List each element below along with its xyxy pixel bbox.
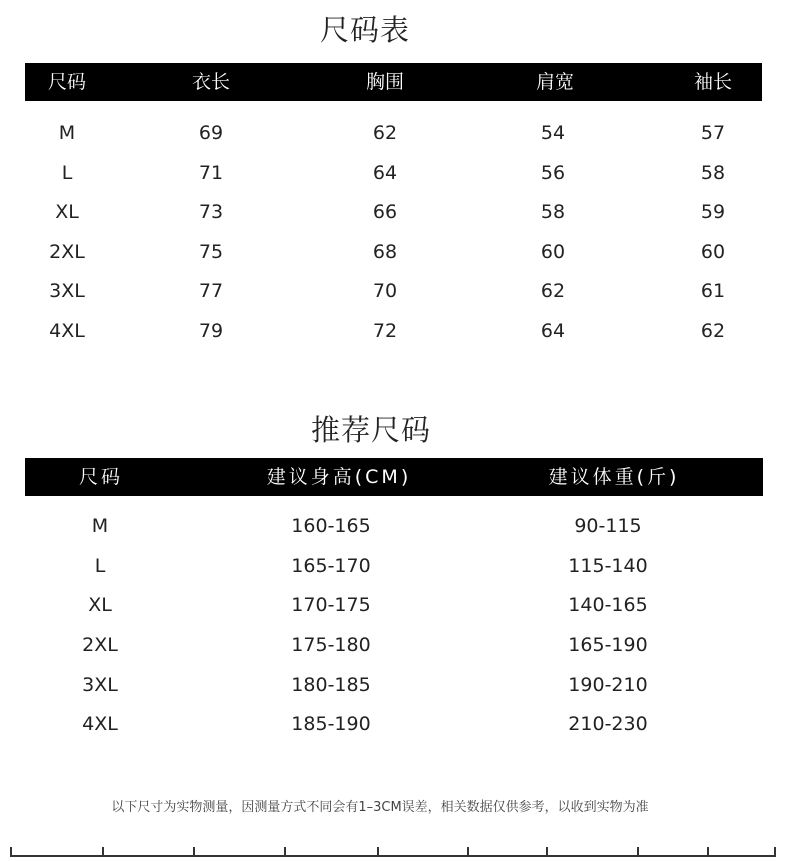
header-sleeve: 袖长 xyxy=(693,71,733,93)
table-cell: 60 xyxy=(700,241,726,263)
ruler-tick xyxy=(284,847,286,857)
table-cell: M xyxy=(91,515,109,537)
table-row xyxy=(0,316,790,346)
table-cell: 69 xyxy=(198,122,224,144)
table-cell: L xyxy=(61,162,73,184)
ruler-tick xyxy=(774,847,776,857)
header-shoulder: 肩宽 xyxy=(535,71,575,93)
ruler-tick xyxy=(546,847,548,857)
table-row xyxy=(0,237,790,267)
table-cell: 54 xyxy=(540,122,566,144)
measurement-note: 以下尺寸为实物测量，因测量方式不同会有1–3CM误差，相关数据仅供参考，以收到实物为准 xyxy=(111,800,649,815)
table-row xyxy=(0,197,790,227)
table-cell: XL xyxy=(55,201,79,223)
header-size: 尺码 xyxy=(47,71,87,93)
ruler-tick xyxy=(377,847,379,857)
table-cell: 61 xyxy=(700,280,726,302)
table-row xyxy=(0,670,790,700)
table-cell: 64 xyxy=(372,162,398,184)
table-cell: 68 xyxy=(372,241,398,263)
table-cell: 3XL xyxy=(82,674,118,696)
size-chart-header xyxy=(25,63,762,101)
table-row xyxy=(0,118,790,148)
table-cell: 79 xyxy=(198,320,224,342)
ruler-tick xyxy=(707,847,709,857)
table-cell: 62 xyxy=(372,122,398,144)
table-row xyxy=(0,158,790,188)
header-size: 尺码 xyxy=(78,466,124,488)
table-cell: 64 xyxy=(540,320,566,342)
table-cell: 58 xyxy=(540,201,566,223)
ruler-line xyxy=(10,855,776,857)
ruler-tick xyxy=(10,847,12,857)
table-cell: 62 xyxy=(700,320,726,342)
table-cell: 70 xyxy=(372,280,398,302)
table-cell: 72 xyxy=(372,320,398,342)
ruler-tick xyxy=(637,847,639,857)
table-cell: 175-180 xyxy=(291,634,371,656)
table-cell: 2XL xyxy=(49,241,85,263)
table-cell: 185-190 xyxy=(291,713,371,735)
table-cell: M xyxy=(58,122,76,144)
header-chest: 胸围 xyxy=(365,71,405,93)
ruler-tick xyxy=(467,847,469,857)
table-cell: 140-165 xyxy=(568,594,648,616)
table-cell: 160-165 xyxy=(291,515,371,537)
table-cell: XL xyxy=(88,594,112,616)
table-cell: 71 xyxy=(198,162,224,184)
table-row xyxy=(0,511,790,541)
table-cell: L xyxy=(94,555,106,577)
table-cell: 165-170 xyxy=(291,555,371,577)
table-cell: 190-210 xyxy=(568,674,648,696)
table-cell: 170-175 xyxy=(291,594,371,616)
table-cell: 77 xyxy=(198,280,224,302)
table-row xyxy=(0,709,790,739)
table-row xyxy=(0,551,790,581)
table-cell: 3XL xyxy=(49,280,85,302)
table-row xyxy=(0,590,790,620)
table-cell: 4XL xyxy=(82,713,118,735)
recommend-header xyxy=(25,458,763,496)
table-cell: 115-140 xyxy=(568,555,648,577)
size-chart-title: 尺码表 xyxy=(319,13,410,47)
table-cell: 60 xyxy=(540,241,566,263)
table-cell: 58 xyxy=(700,162,726,184)
table-cell: 59 xyxy=(700,201,726,223)
table-cell: 180-185 xyxy=(291,674,371,696)
table-cell: 2XL xyxy=(82,634,118,656)
table-cell: 210-230 xyxy=(568,713,648,735)
table-cell: 90-115 xyxy=(574,515,642,537)
header-height: 建议身高(CM) xyxy=(266,466,412,488)
table-cell: 165-190 xyxy=(568,634,648,656)
ruler-tick xyxy=(193,847,195,857)
table-cell: 66 xyxy=(372,201,398,223)
ruler-tick xyxy=(102,847,104,857)
header-length: 衣长 xyxy=(191,71,231,93)
table-row xyxy=(0,630,790,660)
table-cell: 73 xyxy=(198,201,224,223)
table-cell: 56 xyxy=(540,162,566,184)
table-cell: 62 xyxy=(540,280,566,302)
table-cell: 75 xyxy=(198,241,224,263)
header-weight: 建议体重(斤) xyxy=(548,466,680,488)
table-cell: 57 xyxy=(700,122,726,144)
recommend-title: 推荐尺码 xyxy=(310,413,431,447)
table-row xyxy=(0,276,790,306)
table-cell: 4XL xyxy=(49,320,85,342)
